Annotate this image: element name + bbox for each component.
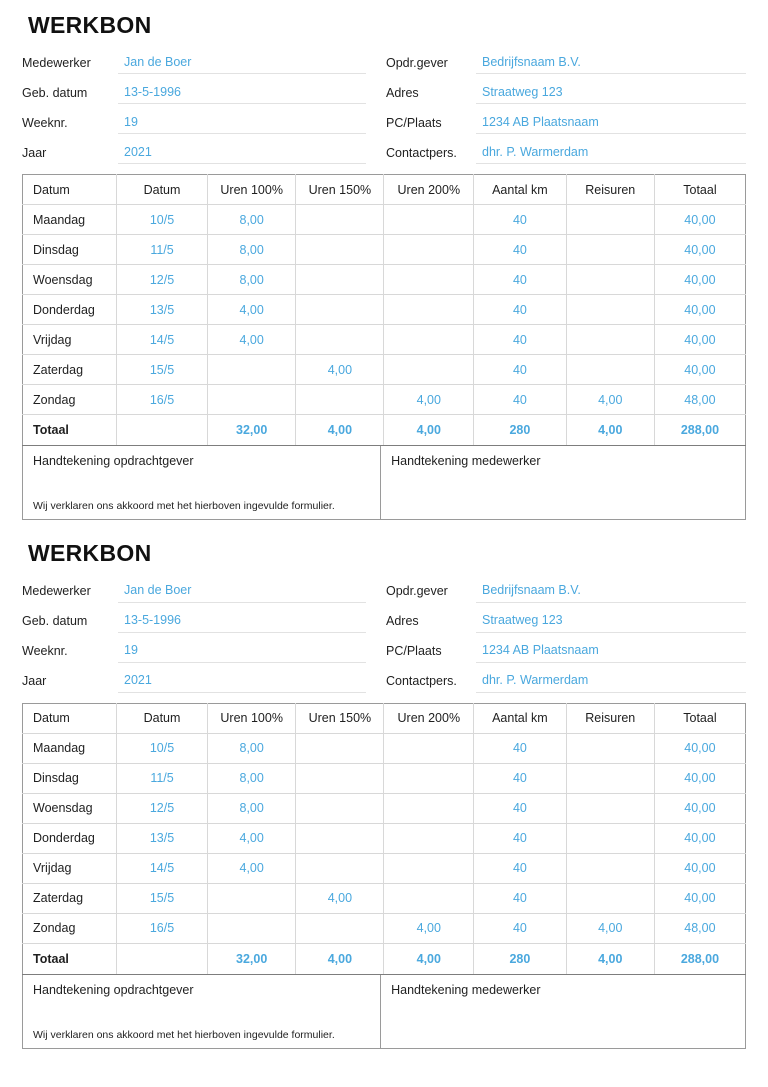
table-row [23, 853, 746, 883]
cell-h150[interactable] [296, 793, 384, 823]
label-medewerker: Medewerker [22, 584, 91, 599]
label-jaar: Jaar [22, 145, 47, 160]
cell-total: 40,00 [654, 823, 745, 853]
column-header-totaal: Totaal [654, 703, 745, 733]
cell-day: Zaterdag [23, 883, 117, 913]
cell-total: 48,00 [654, 913, 745, 943]
cell-h100[interactable]: 8,00 [208, 763, 296, 793]
cell-day: Woensdag [23, 265, 117, 295]
column-header-date: Datum [116, 703, 207, 733]
signature-title-employee: Handtekening medewerker [391, 454, 541, 469]
cell-km[interactable]: 40 [474, 853, 567, 883]
cell-total-h150: 4,00 [296, 943, 384, 974]
column-header-totaal: Totaal [654, 175, 745, 205]
label-medewerker: Medewerker [22, 55, 91, 70]
cell-day: Donderdag [23, 823, 117, 853]
cell-reis[interactable]: 4,00 [566, 385, 654, 415]
meta-row-weeknr [22, 633, 366, 663]
cell-total-reis: 4,00 [566, 415, 654, 446]
cell-h150[interactable] [296, 823, 384, 853]
value-contactpers[interactable]: dhr. P. Warmerdam [476, 674, 746, 693]
meta-row-contactpers [386, 663, 746, 693]
cell-date[interactable]: 11/5 [116, 763, 207, 793]
cell-h200[interactable] [384, 325, 474, 355]
table-row [23, 355, 746, 385]
column-header-date: Datum [116, 175, 207, 205]
value-geb-datum[interactable]: 13-5-1996 [118, 614, 366, 633]
cell-total: 40,00 [654, 793, 745, 823]
table-row [23, 205, 746, 235]
cell-date[interactable]: 10/5 [116, 205, 207, 235]
column-header-uren-200: Uren 200% [384, 703, 474, 733]
cell-km[interactable]: 40 [474, 295, 567, 325]
signature-title-client: Handtekening opdrachtgever [33, 454, 194, 469]
label-geb-datum: Geb. datum [22, 85, 88, 100]
cell-km[interactable]: 40 [474, 883, 567, 913]
cell-date[interactable]: 14/5 [116, 325, 207, 355]
signature-box-client[interactable] [23, 975, 381, 1048]
cell-km[interactable]: 40 [474, 763, 567, 793]
table-row [23, 265, 746, 295]
cell-reis[interactable] [566, 733, 654, 763]
cell-h100[interactable]: 4,00 [208, 325, 296, 355]
cell-h200[interactable] [384, 355, 474, 385]
label-pc-plaats: PC/Plaats [386, 115, 442, 130]
table-header-row [23, 703, 746, 733]
column-header-day: Datum [23, 703, 117, 733]
hours-table [22, 174, 746, 446]
cell-km[interactable]: 40 [474, 265, 567, 295]
cell-total-date [116, 943, 207, 974]
signature-section [22, 975, 746, 1049]
label-geb-datum: Geb. datum [22, 614, 88, 629]
value-contactpers[interactable]: dhr. P. Warmerdam [476, 146, 746, 165]
cell-total-total: 288,00 [654, 415, 745, 446]
cell-km[interactable]: 40 [474, 355, 567, 385]
table-row [23, 385, 746, 415]
cell-h200[interactable]: 4,00 [384, 385, 474, 415]
signature-note: Wij verklaren ons akkoord met het hierboven ingevulde formulier. [33, 500, 335, 513]
cell-h100[interactable] [208, 385, 296, 415]
signature-title-employee: Handtekening medewerker [391, 982, 541, 997]
cell-total: 40,00 [654, 883, 745, 913]
cell-day: Vrijdag [23, 325, 117, 355]
cell-reis[interactable] [566, 355, 654, 385]
cell-h100[interactable]: 4,00 [208, 853, 296, 883]
column-header-aantal-km: Aantal km [474, 175, 567, 205]
column-header-uren-150: Uren 150% [296, 703, 384, 733]
cell-h100[interactable]: 4,00 [208, 295, 296, 325]
value-pc-plaats[interactable]: 1234 AB Plaatsnaam [476, 116, 746, 135]
cell-reis[interactable] [566, 853, 654, 883]
cell-h200[interactable] [384, 265, 474, 295]
page-title: WERKBON [28, 540, 152, 567]
meta-section [22, 573, 746, 693]
cell-date[interactable]: 16/5 [116, 385, 207, 415]
cell-h200[interactable] [384, 235, 474, 265]
cell-day: Dinsdag [23, 235, 117, 265]
cell-day: Vrijdag [23, 853, 117, 883]
cell-date[interactable]: 12/5 [116, 793, 207, 823]
cell-date[interactable]: 15/5 [116, 355, 207, 385]
signature-box-employee[interactable] [381, 446, 745, 519]
cell-date[interactable]: 12/5 [116, 265, 207, 295]
label-opdrgever: Opdr.gever [386, 584, 448, 599]
meta-row-jaar [22, 134, 366, 164]
signature-note: Wij verklaren ons akkoord met het hierboven ingevulde formulier. [33, 1028, 335, 1041]
meta-row-jaar [22, 663, 366, 693]
label-jaar: Jaar [22, 674, 47, 689]
cell-total: 40,00 [654, 355, 745, 385]
signature-box-employee[interactable] [381, 975, 745, 1048]
hours-table-body [23, 733, 746, 974]
cell-total-reis: 4,00 [566, 943, 654, 974]
table-row [23, 913, 746, 943]
table-row [23, 883, 746, 913]
signature-section [22, 446, 746, 520]
column-header-uren-100: Uren 100% [208, 703, 296, 733]
cell-total-h200: 4,00 [384, 415, 474, 446]
value-opdrgever[interactable]: Bedrijfsnaam B.V. [476, 584, 746, 603]
cell-km[interactable]: 40 [474, 913, 567, 943]
cell-h100[interactable] [208, 355, 296, 385]
column-header-uren-100: Uren 100% [208, 175, 296, 205]
table-row [23, 235, 746, 265]
cell-date[interactable]: 13/5 [116, 295, 207, 325]
cell-total-date [116, 415, 207, 446]
cell-date[interactable]: 16/5 [116, 913, 207, 943]
cell-h200[interactable] [384, 733, 474, 763]
cell-total-km: 280 [474, 415, 567, 446]
meta-row-weeknr [22, 104, 366, 134]
cell-reis[interactable] [566, 883, 654, 913]
column-header-reisuren: Reisuren [566, 175, 654, 205]
label-weeknr: Weeknr. [22, 644, 68, 659]
value-jaar[interactable]: 2021 [118, 146, 366, 165]
cell-h100[interactable]: 8,00 [208, 235, 296, 265]
table-row [23, 325, 746, 355]
cell-day: Dinsdag [23, 763, 117, 793]
meta-row-adres [386, 74, 746, 104]
meta-row-contactpers [386, 134, 746, 164]
cell-day: Woensdag [23, 793, 117, 823]
cell-total-h200: 4,00 [384, 943, 474, 974]
cell-h100[interactable] [208, 883, 296, 913]
cell-h200[interactable] [384, 205, 474, 235]
cell-reis[interactable]: 4,00 [566, 913, 654, 943]
meta-section [22, 44, 746, 164]
cell-total: 40,00 [654, 853, 745, 883]
column-header-uren-150: Uren 150% [296, 175, 384, 205]
value-medewerker[interactable]: Jan de Boer [118, 56, 366, 75]
cell-day: Maandag [23, 733, 117, 763]
signature-title-client: Handtekening opdrachtgever [33, 982, 194, 997]
cell-h150[interactable] [296, 913, 384, 943]
label-adres: Adres [386, 85, 419, 100]
meta-column-client [384, 44, 746, 164]
cell-total: 40,00 [654, 325, 745, 355]
cell-h150[interactable] [296, 853, 384, 883]
cell-date[interactable]: 11/5 [116, 235, 207, 265]
cell-h100[interactable]: 8,00 [208, 733, 296, 763]
cell-h200[interactable] [384, 823, 474, 853]
cell-day: Maandag [23, 205, 117, 235]
cell-h200[interactable] [384, 295, 474, 325]
hours-table [22, 703, 746, 975]
werkbon-form-1 [0, 0, 768, 520]
cell-total-h150: 4,00 [296, 415, 384, 446]
cell-h200[interactable] [384, 883, 474, 913]
cell-total: 40,00 [654, 235, 745, 265]
table-row [23, 733, 746, 763]
cell-reis[interactable] [566, 823, 654, 853]
cell-reis[interactable] [566, 235, 654, 265]
cell-km[interactable]: 40 [474, 793, 567, 823]
column-header-aantal-km: Aantal km [474, 703, 567, 733]
cell-h150[interactable] [296, 325, 384, 355]
meta-row-geb-datum [22, 603, 366, 633]
table-row [23, 793, 746, 823]
cell-h100[interactable]: 4,00 [208, 823, 296, 853]
hours-table-head [23, 175, 746, 205]
cell-day: Donderdag [23, 295, 117, 325]
table-header-row [23, 175, 746, 205]
value-adres[interactable]: Straatweg 123 [476, 614, 746, 633]
cell-total-km: 280 [474, 943, 567, 974]
cell-total-label: Totaal [23, 943, 117, 974]
value-weeknr[interactable]: 19 [118, 644, 366, 663]
cell-reis[interactable] [566, 265, 654, 295]
value-pc-plaats[interactable]: 1234 AB Plaatsnaam [476, 644, 746, 663]
cell-date[interactable]: 14/5 [116, 853, 207, 883]
cell-day: Zondag [23, 913, 117, 943]
cell-h100[interactable] [208, 913, 296, 943]
cell-total: 40,00 [654, 733, 745, 763]
cell-day: Zaterdag [23, 355, 117, 385]
cell-km[interactable]: 40 [474, 235, 567, 265]
page-title: WERKBON [28, 12, 152, 38]
cell-reis[interactable] [566, 205, 654, 235]
cell-reis[interactable] [566, 793, 654, 823]
meta-column-employee [22, 573, 384, 693]
meta-row-opdrgever [386, 573, 746, 603]
cell-km[interactable]: 40 [474, 385, 567, 415]
cell-reis[interactable] [566, 325, 654, 355]
meta-row-opdrgever [386, 44, 746, 74]
cell-total-label: Totaal [23, 415, 117, 446]
cell-h100[interactable]: 8,00 [208, 205, 296, 235]
meta-column-client [384, 573, 746, 693]
label-contactpers: Contactpers. [386, 674, 457, 689]
cell-total: 48,00 [654, 385, 745, 415]
cell-h200[interactable] [384, 763, 474, 793]
cell-total: 40,00 [654, 265, 745, 295]
cell-total: 40,00 [654, 205, 745, 235]
cell-total-total: 288,00 [654, 943, 745, 974]
table-total-row [23, 415, 746, 446]
signature-box-client[interactable] [23, 446, 381, 519]
label-weeknr: Weeknr. [22, 115, 68, 130]
cell-h200[interactable] [384, 853, 474, 883]
value-medewerker[interactable]: Jan de Boer [118, 584, 366, 603]
table-row [23, 763, 746, 793]
column-header-day: Datum [23, 175, 117, 205]
cell-reis[interactable] [566, 295, 654, 325]
cell-date[interactable]: 15/5 [116, 883, 207, 913]
label-contactpers: Contactpers. [386, 145, 457, 160]
cell-h150[interactable]: 4,00 [296, 355, 384, 385]
value-geb-datum[interactable]: 13-5-1996 [118, 86, 366, 105]
cell-h150[interactable] [296, 295, 384, 325]
werkbon-form-2 [0, 520, 768, 1048]
cell-h150[interactable] [296, 265, 384, 295]
label-adres: Adres [386, 614, 419, 629]
cell-km[interactable]: 40 [474, 823, 567, 853]
cell-total-h100: 32,00 [208, 415, 296, 446]
cell-day: Zondag [23, 385, 117, 415]
cell-km[interactable]: 40 [474, 205, 567, 235]
cell-h150[interactable] [296, 733, 384, 763]
meta-column-employee [22, 44, 384, 164]
cell-h150[interactable] [296, 235, 384, 265]
cell-reis[interactable] [566, 763, 654, 793]
label-opdrgever: Opdr.gever [386, 55, 448, 70]
cell-date[interactable]: 10/5 [116, 733, 207, 763]
column-header-reisuren: Reisuren [566, 703, 654, 733]
meta-row-medewerker [22, 44, 366, 74]
cell-h150[interactable] [296, 385, 384, 415]
table-row [23, 823, 746, 853]
cell-total-h100: 32,00 [208, 943, 296, 974]
cell-total: 40,00 [654, 295, 745, 325]
meta-row-pc-plaats [386, 633, 746, 663]
cell-h200[interactable]: 4,00 [384, 913, 474, 943]
meta-row-pc-plaats [386, 104, 746, 134]
cell-h150[interactable]: 4,00 [296, 883, 384, 913]
cell-h100[interactable]: 8,00 [208, 265, 296, 295]
cell-h100[interactable]: 8,00 [208, 793, 296, 823]
label-pc-plaats: PC/Plaats [386, 644, 442, 659]
cell-h150[interactable] [296, 205, 384, 235]
column-header-uren-200: Uren 200% [384, 175, 474, 205]
table-total-row [23, 943, 746, 974]
cell-km[interactable]: 40 [474, 733, 567, 763]
value-opdrgever[interactable]: Bedrijfsnaam B.V. [476, 56, 746, 75]
value-adres[interactable]: Straatweg 123 [476, 86, 746, 105]
cell-h150[interactable] [296, 763, 384, 793]
meta-row-medewerker [22, 573, 366, 603]
value-jaar[interactable]: 2021 [118, 674, 366, 693]
cell-total: 40,00 [654, 763, 745, 793]
table-row [23, 295, 746, 325]
cell-km[interactable]: 40 [474, 325, 567, 355]
cell-date[interactable]: 13/5 [116, 823, 207, 853]
meta-row-adres [386, 603, 746, 633]
hours-table-body [23, 205, 746, 446]
cell-h200[interactable] [384, 793, 474, 823]
meta-row-geb-datum [22, 74, 366, 104]
hours-table-head [23, 703, 746, 733]
value-weeknr[interactable]: 19 [118, 116, 366, 135]
